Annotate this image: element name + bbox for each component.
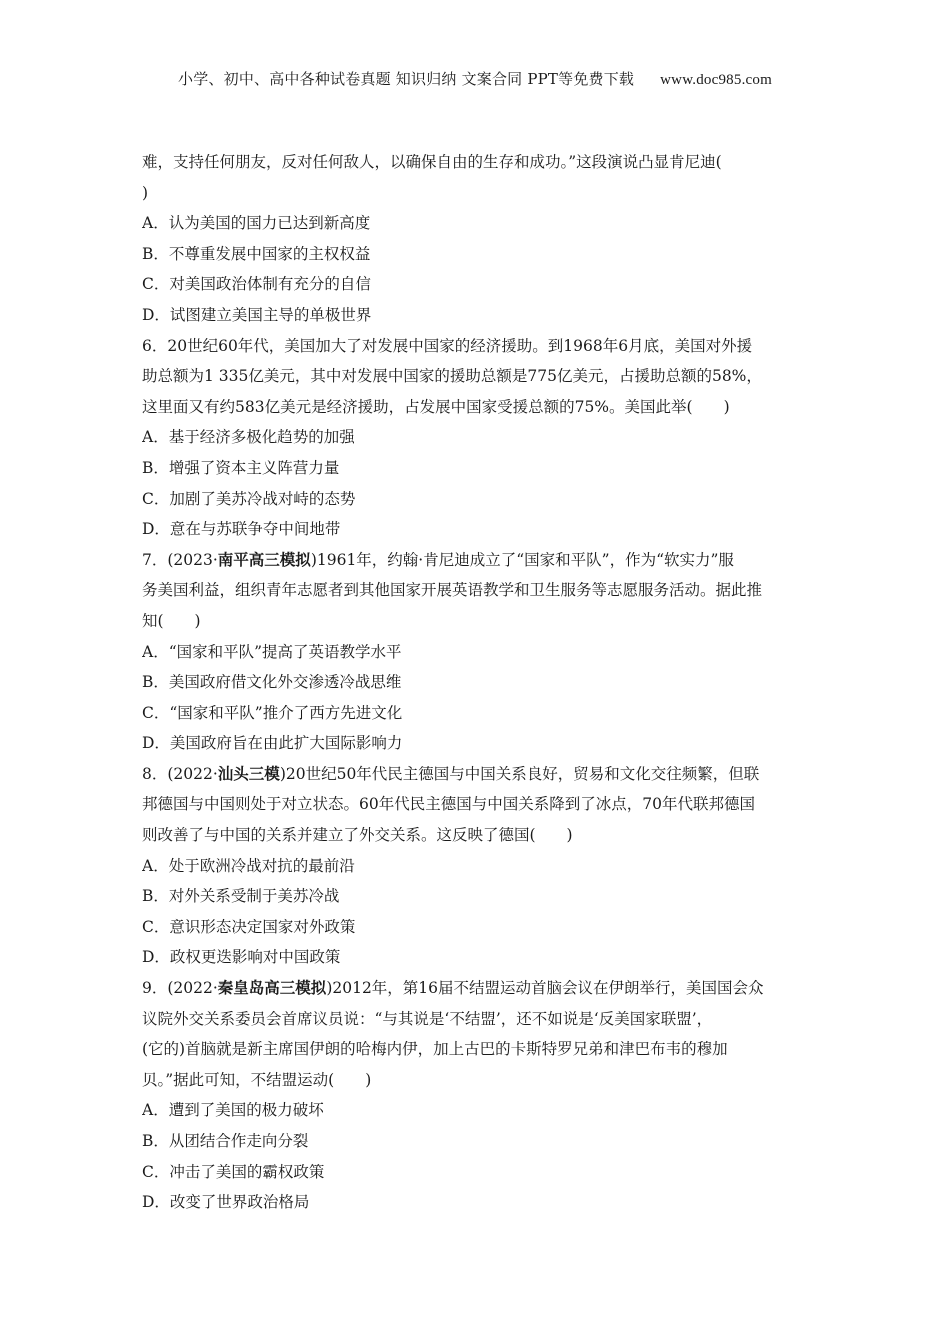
- q9-number: 9．(2022·: [142, 979, 218, 998]
- q8-number: 8．(2022·: [142, 764, 218, 783]
- q5-option-a: A．认为美国的国力已达到新高度: [142, 214, 371, 233]
- q7-stem-line-2: 务美国利益，组织青年志愿者到其他国家开展英语教学和卫生服务等志愿服务活动。据此推: [142, 581, 763, 600]
- q9-option-b: B．从团结合作走向分裂: [142, 1132, 309, 1150]
- q9-option-c: C．冲击了美国的霸权政策: [142, 1162, 325, 1181]
- header-text: 小学、初中、高中各种试卷真题 知识归纳 文案合同 PPT等免费下载: [178, 70, 635, 88]
- q9-stem-line-3: (它的)首脑就是新主席国伊朗的哈梅内伊，加上古巴的卡斯特罗兄弟和津巴布韦的穆加: [142, 1040, 728, 1059]
- q5-option-c: C．对美国政治体制有充分的自信: [142, 275, 371, 294]
- q9-stem-line-2: 议院外交关系委员会首席议员说：“与其说是‘不结盟’，还不如说是‘反美国家联盟’，: [142, 1009, 713, 1028]
- q5-option-d: D．试图建立美国主导的单极世界: [142, 305, 372, 324]
- q8-option-c: C．意识形态决定国家对外政策: [142, 917, 356, 936]
- q7-stem-text: )1961年，约翰·肯尼迪成立了“国家和平队”，作为“软实力”服: [310, 550, 734, 569]
- q7-number: 7．(2023·: [142, 550, 218, 569]
- q9-stem-line-4: 贝。”据此可知，不结盟运动( ): [142, 1070, 372, 1089]
- document-body: [142, 147, 810, 1218]
- q8-stem-text: )20世纪50年代民主德国与中国关系良好，贸易和文化交往频繁，但联: [279, 764, 760, 783]
- q9-option-a: A．遭到了美国的极力破坏: [142, 1101, 324, 1120]
- q8-stem-line-2: 邦德国与中国则处于对立状态。60年代民主德国与中国关系降到了冰点，70年代联邦德国: [142, 795, 755, 814]
- q6-option-b: B．增强了资本主义阵营力量: [142, 458, 340, 477]
- q7-option-d: D．美国政府旨在由此扩大国际影响力: [142, 734, 403, 753]
- q7-option-b: B．美国政府借文化外交渗透冷战思维: [142, 673, 402, 692]
- q7-stem-line-3: 知( ): [142, 611, 201, 630]
- q9-option-d: D．改变了世界政治格局: [142, 1193, 310, 1212]
- q7-option-c: C．“国家和平队”推介了西方先进文化: [142, 703, 403, 722]
- q7-option-a: A．“国家和平队”提高了英语教学水平: [142, 642, 402, 661]
- q8-option-b: B．对外关系受制于美苏冷战: [142, 887, 340, 906]
- q6-stem-line-2: 助总额为1 335亿美元，其中对发展中国家的援助总额是775亿美元，占援助总额的58%，: [142, 367, 762, 386]
- q6-option-d: D．意在与苏联争夺中间地带: [142, 520, 341, 539]
- q5-stem-line-2: ): [142, 183, 149, 202]
- q6-option-c: C．加剧了美苏冷战对峙的态势: [142, 489, 356, 508]
- q5-option-b: B．不尊重发展中国家的主权权益: [142, 244, 371, 263]
- page-header: [0, 68, 950, 89]
- q6-stem-line-3: 这里面又有约583亿美元是经济援助，占发展中国家受援总额的75%。美国此举( ): [142, 397, 730, 416]
- q8-option-a: A．处于欧洲冷战对抗的最前沿: [142, 856, 355, 875]
- q8-source: 汕头三模: [217, 763, 280, 783]
- q7-stem-line-1: [142, 545, 810, 576]
- q6-option-a: A．基于经济多极化趋势的加强: [142, 428, 355, 447]
- q9-source: 秦皇岛高三模拟: [217, 978, 327, 998]
- q6-stem-line-1: 6．20世纪60年代，美国加大了对发展中国家的经济援助。到1968年6月底，美国对外援: [142, 336, 753, 355]
- q7-source: 南平高三模拟: [217, 549, 311, 569]
- header-site: www.doc985.com: [660, 72, 772, 88]
- q5-stem-line-1: 难，支持任何朋友，反对任何敌人，以确保自由的生存和成功。”这段演说凸显肯尼迪(: [142, 153, 722, 171]
- q8-stem-line-3: 则改善了与中国的关系并建立了外交关系。这反映了德国( ): [142, 826, 573, 845]
- q8-option-d: D．政权更迭影响对中国政策: [142, 948, 341, 967]
- q9-stem-line-1: [142, 973, 810, 1004]
- q9-stem-text: )2012年，第16届不结盟运动首脑会议在伊朗举行，美国国会众: [326, 979, 764, 998]
- q8-stem-line-1: [142, 759, 810, 790]
